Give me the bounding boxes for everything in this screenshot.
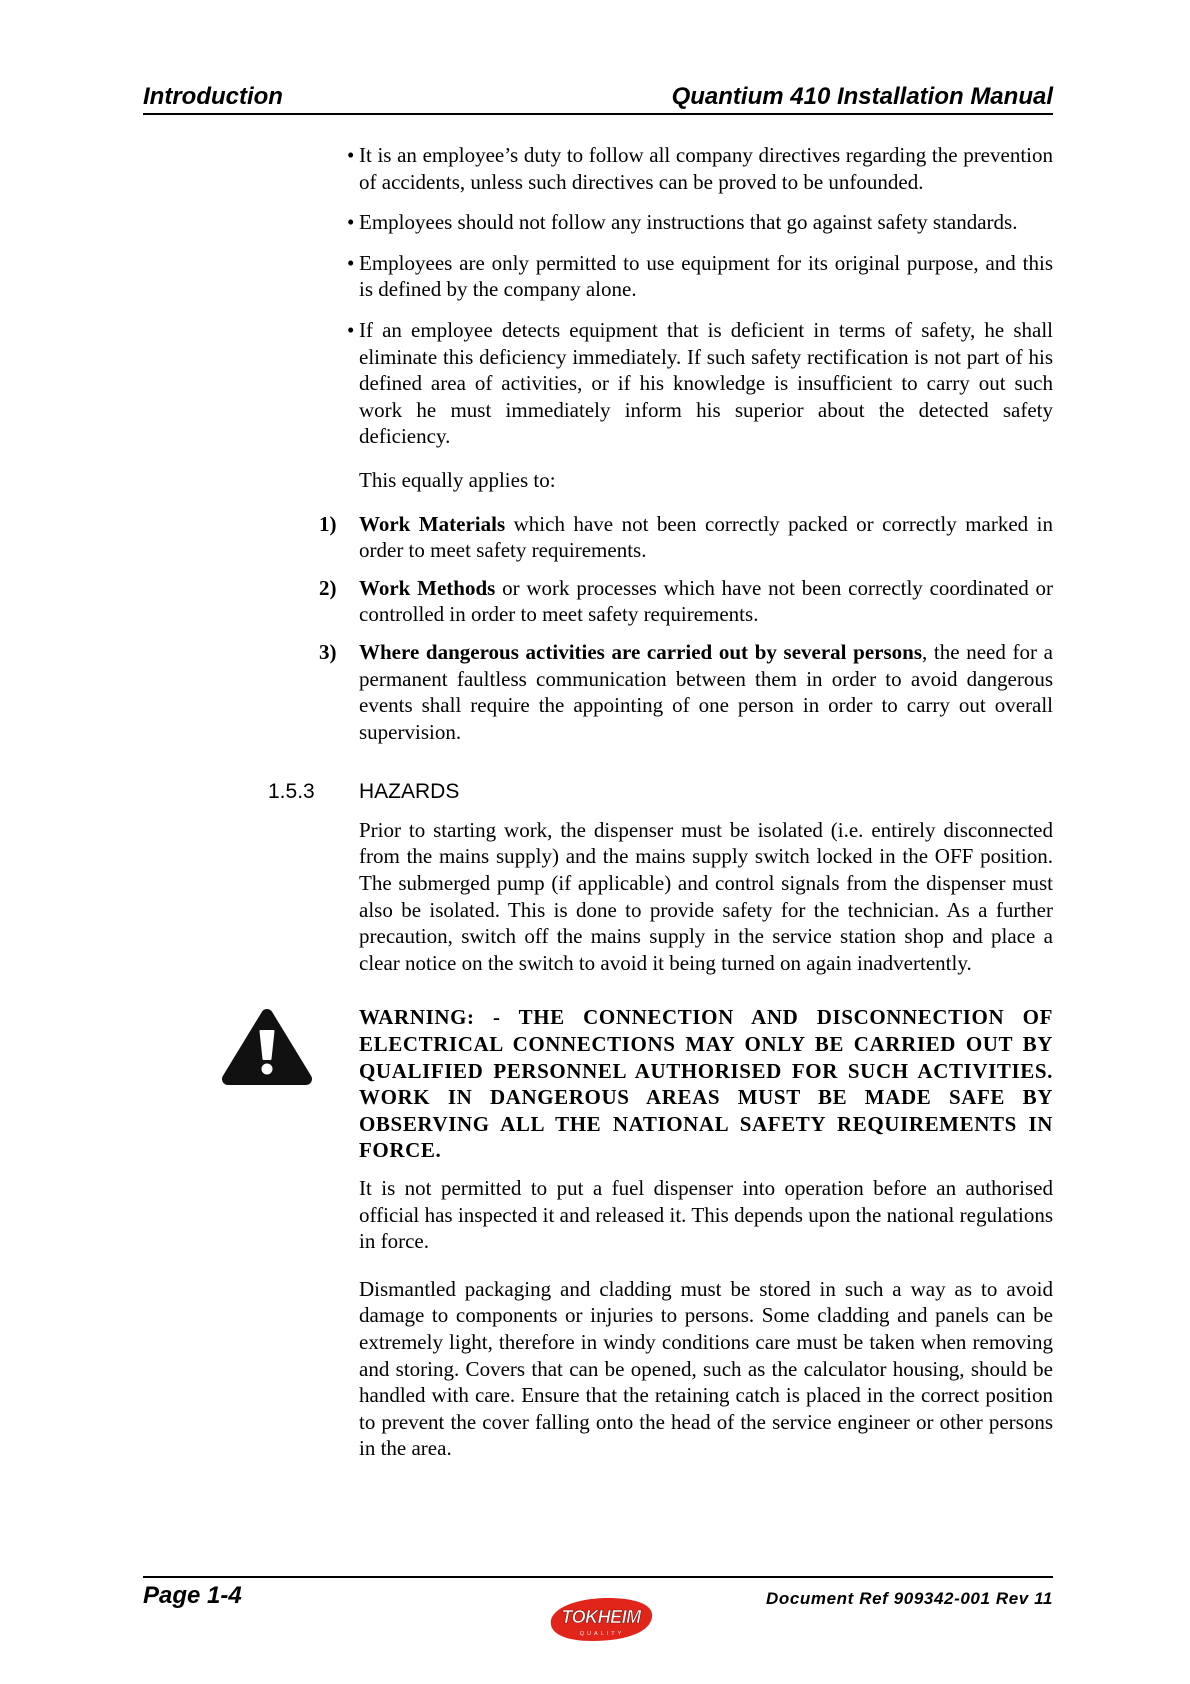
page-header [143,84,1053,115]
footer-document-ref: Document Ref 909342-001 Rev 11 [766,1589,1053,1608]
item-term: Where dangerous activities are carried out by several persons [359,639,923,664]
section-title: HAZARDS [359,780,460,804]
item-term: Work Methods [359,575,496,600]
logo-tagline: QUALITY [579,1631,625,1637]
item-number: 2) [319,575,337,600]
item-number: 3) [319,639,337,664]
section-heading [268,779,1053,806]
numbered-item [319,639,1053,745]
tokheim-logo [546,1594,656,1644]
item-text: or work processes which have not been correctly coordinated or controlled in order to meet safety requirements. [359,575,1053,627]
warning-block [359,1004,1053,1164]
exclamation-dot [262,1064,273,1075]
numbered-item [319,575,1053,628]
exclamation-bar [261,1031,274,1059]
applies-intro: This equally applies to: [359,467,556,492]
item-term: Work Materials [359,511,506,536]
item-text: , the need for a permanent faultless communication between them in order to avoid dangerous events shall require the appointing of one person in order to carry out overall supervision. [359,639,1053,744]
section-number: 1.5.3 [268,780,315,804]
paragraph: Dismantled packaging and cladding must be stored in such a way as to avoid damage to components or injuries to persons. Some cladding and panels can be extremely light, therefore in windy conditions care must be taken when removing and storing. Covers that can be opened, such as the calculator housing, should be handled with care. Ensure that the retaining catch is placed in the correct position to prevent the cover falling onto the head of the service engineer or other persons in the area. [359,1276,1053,1461]
numbered-item [319,511,1054,564]
bullet-item: • It is an employee’s duty to follow all company directives regarding the prevention of accidents, unless such directives can be proved to be unfounded. [359,142,1053,195]
bullet-item: • Employees are only permitted to use equipment for its original purpose, and this is defined by the company alone. [359,250,1053,303]
footer-page-number: Page 1-4 [143,1582,242,1609]
logo-wordmark: TOKHEIM [561,1607,641,1627]
warning-icon [221,1006,313,1088]
item-number: 1) [319,511,337,536]
header-section: Introduction [143,83,283,110]
text-column [268,142,1054,1462]
bullet-item: • If an employee detects equipment that is deficient in terms of safety, he shall eliminate this deficiency immediately. If such safety rectification is not part of his defined area of activities, or if his knowledge is insufficient to carry out such work he must immediately inform his superior about the detected safety deficiency. [359,317,1053,450]
header-title: Quantium 410 Installation Manual [671,83,1053,110]
item-text: which have not been correctly packed or correctly marked in order to meet safety requirements. [359,511,1054,563]
paragraph: It is not permitted to put a fuel dispenser into operation before an authorised official has inspected it and released it. This depends upon the national regulations in force. [359,1176,1053,1254]
bullet-item: • Employees should not follow any instructions that go against safety standards. [359,209,1053,236]
bullet-list [359,142,1053,450]
warning-text: WARNING: - THE CONNECTION AND DISCONNECTION OF ELECTRICAL CONNECTIONS MAY ONLY BE CARRIED OUT BY QUALIFIED PERSONNEL AUTHORISED FOR SUCH ACTIVITIES. WORK IN DANGEROUS AREAS MUST BE MADE SAFE BY OBSERVING ALL THE NATIONAL SAFETY REQUIREMENTS IN FORCE. [359,1005,1053,1163]
numbered-list [319,511,1054,746]
page-body [143,142,1053,1462]
footer-rule [143,1576,1053,1578]
hazards-paragraph: Prior to starting work, the dispenser must be isolated (i.e. entirely disconnected from the mains supply) and the mains supply switch locked in the OFF position. The submerged pump (if applicable) and control signals from the dispenser must also be isolated. This is done to provide safety for the technician. As a further precaution, switch off the mains supply in the service station shop and place a clear notice on the switch to avoid it being turned on again inadvertently. [359,817,1053,975]
